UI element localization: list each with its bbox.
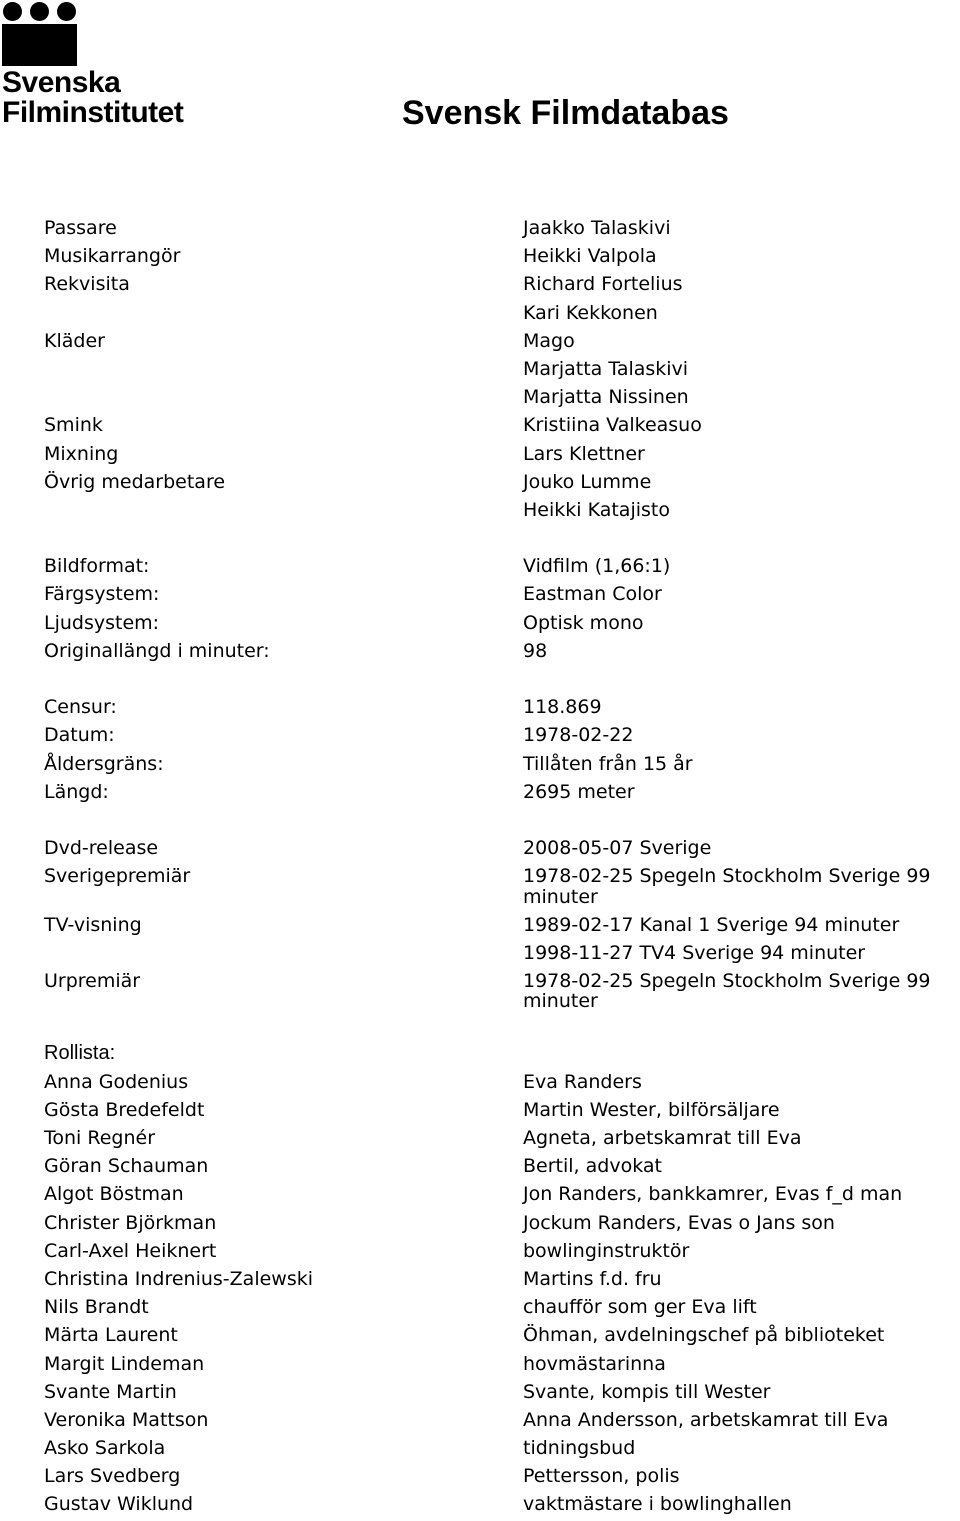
credit-label: Övrig medarbetare: [44, 470, 226, 493]
cast-actor: Algot Böstman: [44, 1183, 184, 1206]
cast-row: [44, 1406, 960, 1434]
credit-value: Mago: [523, 329, 575, 352]
spacer: [44, 524, 960, 552]
cast-actor: Christer Björkman: [44, 1211, 217, 1234]
logo-text-line1: Svenska: [2, 66, 121, 99]
technical-row: [44, 552, 960, 580]
cast-role: hovmästarinna: [523, 1352, 666, 1375]
cast-actor: Veronika Mattson: [44, 1408, 209, 1431]
credit-value: Jaakko Talaskivi: [523, 217, 671, 239]
credit-value: Kari Kekkonen: [523, 301, 658, 324]
credits-section: [44, 214, 960, 524]
censorship-row: [44, 693, 960, 721]
credit-row: [44, 299, 960, 327]
cast-actor: Toni Regnér: [44, 1127, 156, 1150]
cast-role: Eva Randers: [523, 1070, 642, 1093]
censorship-value: Tillåten från 15 år: [523, 752, 693, 775]
release-row: [44, 967, 960, 1015]
release-value: 2008-05-07 Sverige: [523, 837, 712, 860]
censorship-value: 1978-02-22: [523, 724, 634, 747]
cast-actor: Carl-Axel Heiknert: [44, 1239, 217, 1262]
cast-actor: Märta Laurent: [44, 1324, 178, 1347]
technical-row: [44, 580, 960, 608]
release-value: 1989-02-17 Kanal 1 Sverige 94 minuter: [523, 913, 900, 936]
cast-row: [44, 1096, 960, 1124]
spacer: [44, 806, 960, 834]
credit-value: Marjatta Nissinen: [523, 386, 689, 409]
censorship-value: 118.869: [523, 696, 602, 719]
credit-row: [44, 242, 960, 270]
credit-row: [44, 496, 960, 524]
censorship-label: Längd:: [44, 780, 109, 803]
technical-label: Färgsystem:: [44, 583, 160, 606]
cast-actor: Nils Brandt: [44, 1296, 149, 1319]
spacer: [44, 1015, 960, 1039]
technical-label: Bildformat:: [44, 555, 150, 578]
technical-value: 98: [523, 639, 548, 662]
cast-row: [44, 1462, 960, 1490]
release-label: TV-visning: [44, 913, 142, 936]
cast-row: [44, 1152, 960, 1180]
film-details: [44, 214, 960, 1519]
cast-role: Jon Randers, bankkamrer, Evas f_d man: [523, 1183, 903, 1206]
censorship-row: [44, 750, 960, 778]
credit-row: [44, 270, 960, 298]
credit-value: Marjatta Talaskivi: [523, 357, 689, 380]
cast-row: [44, 1434, 960, 1462]
credit-row: [44, 440, 960, 468]
cast-section: [44, 1039, 960, 1518]
credit-value: Heikki Valpola: [523, 245, 657, 268]
cast-actor: Anna Godenius: [44, 1070, 189, 1093]
censorship-section: [44, 693, 960, 806]
release-row: [44, 834, 960, 862]
logo-dot: [30, 2, 49, 21]
cast-role: Jockum Randers, Evas o Jans son: [523, 1211, 835, 1234]
release-label: Dvd-release: [44, 837, 159, 860]
credit-label: Kläder: [44, 329, 105, 352]
release-label: Urpremiär: [44, 970, 141, 993]
cast-role: Bertil, advokat: [523, 1155, 662, 1178]
release-value: 1998-11-27 TV4 Sverige 94 minuter: [523, 941, 866, 964]
censorship-label: Datum:: [44, 724, 115, 747]
cast-row: [44, 1350, 960, 1378]
credit-label: Passare: [44, 217, 117, 239]
cast-role: vaktmästare i bowlinghallen: [523, 1493, 792, 1516]
credit-row: [44, 411, 960, 439]
cast-actor: Göran Schauman: [44, 1155, 209, 1178]
cast-actor: Svante Martin: [44, 1380, 177, 1403]
cast-row: [44, 1293, 960, 1321]
censorship-label: Åldersgräns:: [44, 752, 164, 775]
logo-square: [2, 24, 77, 66]
credit-label: Smink: [44, 414, 103, 437]
cast-actor: Gustav Wiklund: [44, 1493, 194, 1516]
credit-value: Heikki Katajisto: [523, 498, 670, 521]
cast-role: Pettersson, polis: [523, 1465, 680, 1488]
release-value: 1978-02-25 Spegeln Stockholm Sverige 99 minuter: [523, 970, 931, 1013]
censorship-row: [44, 778, 960, 806]
technical-row: [44, 609, 960, 637]
cast-actor: Lars Svedberg: [44, 1465, 181, 1488]
credit-value: Jouko Lumme: [523, 470, 652, 493]
cast-row: [44, 1124, 960, 1152]
release-row: [44, 911, 960, 939]
credit-value: Richard Fortelius: [523, 273, 683, 296]
spacer: [44, 665, 960, 693]
technical-section: [44, 552, 960, 665]
credit-row: [44, 468, 960, 496]
credit-label: Mixning: [44, 442, 119, 465]
cast-row: [44, 1378, 960, 1406]
credit-row: [44, 327, 960, 355]
release-label: Sverigepremiär: [44, 865, 191, 888]
cast-row: [44, 1180, 960, 1208]
credit-row: [44, 214, 960, 242]
cast-row: [44, 1265, 960, 1293]
credit-label: Musikarrangör: [44, 245, 181, 268]
censorship-label: Censur:: [44, 696, 117, 719]
cast-role: tidningsbud: [523, 1437, 636, 1460]
logo-dot: [57, 2, 76, 21]
cast-row: [44, 1237, 960, 1265]
cast-row: [44, 1209, 960, 1237]
cast-row: [44, 1068, 960, 1096]
cast-row: [44, 1490, 960, 1518]
censorship-row: [44, 721, 960, 749]
release-value: 1978-02-25 Spegeln Stockholm Sverige 99 minuter: [523, 865, 931, 908]
technical-value: Eastman Color: [523, 583, 662, 606]
cast-role: Martin Wester, bilförsäljare: [523, 1098, 780, 1121]
svenska-filminstitutet-logo: [2, 2, 207, 130]
technical-row: [44, 637, 960, 665]
cast-actor: Asko Sarkola: [44, 1437, 166, 1460]
cast-role: Anna Andersson, arbetskamrat till Eva: [523, 1408, 889, 1431]
cast-actor: Gösta Bredefeldt: [44, 1098, 205, 1121]
cast-row: [44, 1321, 960, 1349]
logo-text-line2: Filminstitutet: [2, 96, 184, 129]
cast-role: Svante, kompis till Wester: [523, 1380, 771, 1403]
cast-role: Martins f.d. fru: [523, 1267, 662, 1290]
cast-role: chaufför som ger Eva lift: [523, 1296, 757, 1319]
cast-heading: Rollista:: [44, 1042, 116, 1065]
page-title: Svensk Filmdatabas: [402, 94, 729, 132]
censorship-value: 2695 meter: [523, 780, 635, 803]
release-row: [44, 862, 960, 910]
cast-actor: Christina Indrenius-Zalewski: [44, 1267, 314, 1290]
releases-section: [44, 834, 960, 1015]
credit-label: Rekvisita: [44, 273, 130, 296]
technical-value: Vidfilm (1,66:1): [523, 555, 671, 578]
cast-role: Öhman, avdelningschef på biblioteket: [523, 1324, 885, 1347]
credit-value: Kristiina Valkeasuo: [523, 414, 702, 437]
logo-dot: [3, 2, 22, 21]
cast-actor: Margit Lindeman: [44, 1352, 205, 1375]
credit-row: [44, 383, 960, 411]
cast-role: Agneta, arbetskamrat till Eva: [523, 1127, 802, 1150]
release-row: [44, 939, 960, 967]
technical-label: Ljudsystem:: [44, 611, 160, 634]
technical-value: Optisk mono: [523, 611, 644, 634]
technical-label: Originallängd i minuter:: [44, 639, 270, 662]
cast-role: bowlinginstruktör: [523, 1239, 690, 1262]
credit-row: [44, 355, 960, 383]
credit-value: Lars Klettner: [523, 442, 645, 465]
